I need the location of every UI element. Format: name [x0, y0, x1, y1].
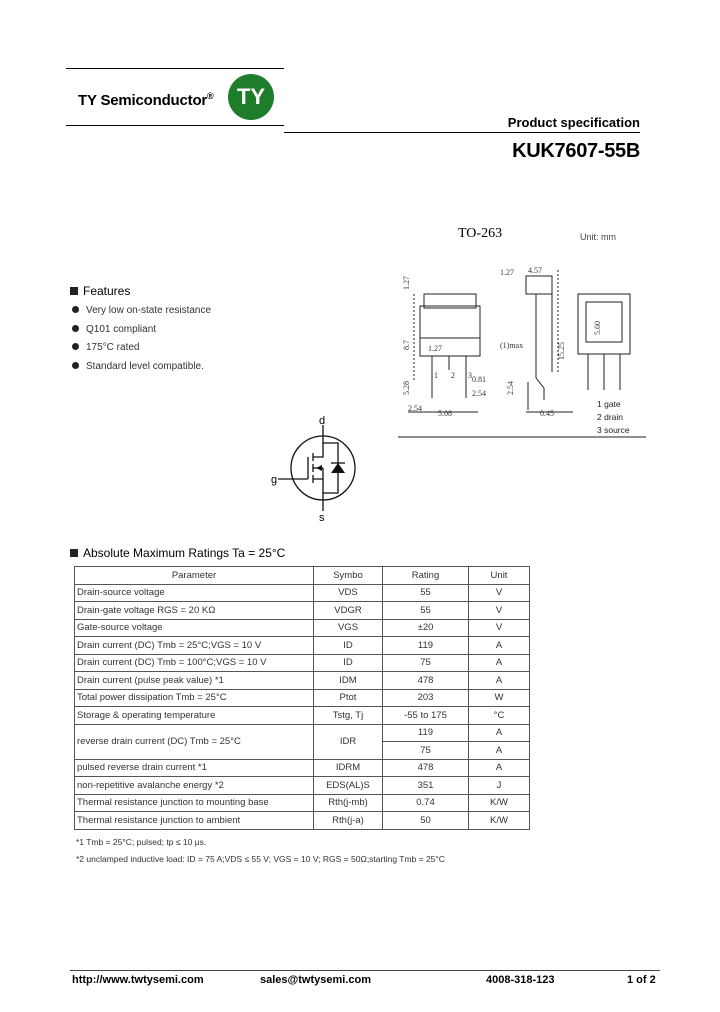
bullet-icon — [72, 362, 79, 369]
list-item: Very low on-state resistance — [72, 304, 211, 323]
svg-text:2.54: 2.54 — [472, 389, 486, 398]
table-row — [75, 759, 530, 777]
column-header: Unit — [469, 567, 530, 585]
table-cell: A — [469, 654, 530, 672]
table-cell: Tstg, Tj — [314, 707, 383, 725]
list-item: Standard level compatible. — [72, 360, 211, 379]
svg-text:3: 3 — [468, 371, 472, 380]
svg-text:0.81: 0.81 — [472, 375, 486, 384]
table-row — [75, 707, 530, 725]
source-label: s — [319, 512, 325, 524]
square-bullet-icon — [70, 287, 78, 295]
table-cell: J — [469, 777, 530, 795]
bullet-icon — [72, 306, 79, 313]
table-cell: ±20 — [383, 619, 469, 637]
table-cell: reverse drain current (DC) Tmb = 25°C — [75, 724, 314, 759]
table-cell: 0.74 — [383, 794, 469, 812]
footnote-1: *1 Tmb = 25°C; pulsed; tp ≤ 10 μs. — [76, 837, 207, 847]
table-cell: 55 — [383, 584, 469, 602]
table-cell: Drain-source voltage — [75, 584, 314, 602]
company-logo: TY — [228, 74, 274, 120]
table-row — [75, 794, 530, 812]
drain-label: d — [319, 415, 326, 427]
svg-text:15.25: 15.25 — [557, 342, 566, 360]
features-list — [72, 304, 211, 378]
table-header-row — [75, 567, 530, 585]
table-row — [75, 602, 530, 620]
table-cell: Thermal resistance junction to mounting base — [75, 794, 314, 812]
email-link[interactable]: sales@twtysemi.com — [260, 974, 371, 986]
svg-text:2: 2 — [451, 371, 455, 380]
svg-text:(1)max: (1)max — [500, 341, 524, 350]
table-cell: Drain-gate voltage RGS = 20 KΩ — [75, 602, 314, 620]
table-cell: 75 — [383, 742, 469, 760]
mosfet-symbol — [268, 413, 368, 525]
package-title: TO-263 — [458, 226, 503, 241]
table-cell: 119 — [383, 637, 469, 655]
table-cell: pulsed reverse drain current *1 — [75, 759, 314, 777]
svg-text:5.60: 5.60 — [593, 321, 602, 335]
header-rule-left — [66, 125, 284, 126]
svg-text:5.08: 5.08 — [438, 409, 452, 418]
table-cell: Drain current (DC) Tmb = 25°C;VGS = 10 V — [75, 637, 314, 655]
svg-text:1.27: 1.27 — [500, 268, 514, 277]
table-cell: VDS — [314, 584, 383, 602]
table-cell: K/W — [469, 794, 530, 812]
svg-text:0.45: 0.45 — [540, 409, 554, 418]
svg-text:1: 1 — [434, 371, 438, 380]
table-cell: A — [469, 724, 530, 742]
table-cell: 75 — [383, 654, 469, 672]
table-cell: -55 to 175 — [383, 707, 469, 725]
table-cell: 351 — [383, 777, 469, 795]
table-cell: Thermal resistance junction to ambient — [75, 812, 314, 830]
table-cell: 203 — [383, 689, 469, 707]
table-cell: V — [469, 602, 530, 620]
svg-text:4.57: 4.57 — [528, 266, 542, 275]
table-cell: non-repetitive avalanche energy *2 — [75, 777, 314, 795]
website-link[interactable]: http://www.twtysemi.com — [72, 974, 204, 986]
gate-label: g — [271, 474, 278, 486]
table-cell: EDS(AL)S — [314, 777, 383, 795]
footnote-2: *2 unclamped inductive load: ID = 75 A;VDS ≤ 55 V; VGS = 10 V; RGS = 50Ω;starting Tmb = 25°C — [76, 854, 445, 864]
table-cell: Total power dissipation Tmb = 25°C — [75, 689, 314, 707]
table-cell: A — [469, 637, 530, 655]
table-cell: Rth(j-a) — [314, 812, 383, 830]
product-spec-label: Product specification — [507, 115, 640, 130]
table-row — [75, 689, 530, 707]
ratings-heading: Absolute Maximum Ratings Ta = 25°C — [70, 546, 285, 560]
table-cell: Storage & operating temperature — [75, 707, 314, 725]
table-row — [75, 619, 530, 637]
features-heading: Features — [70, 284, 130, 298]
bullet-icon — [72, 325, 79, 332]
svg-text:1.27: 1.27 — [428, 344, 442, 353]
table-cell: IDM — [314, 672, 383, 690]
table-cell: W — [469, 689, 530, 707]
table-cell: ID — [314, 654, 383, 672]
column-header: Parameter — [75, 567, 314, 585]
table-cell: Drain current (DC) Tmb = 100°C;VGS = 10 V — [75, 654, 314, 672]
header-rule-top — [66, 68, 284, 69]
header-rule-right — [284, 132, 640, 133]
table-row — [75, 637, 530, 655]
table-row — [75, 672, 530, 690]
table-cell: Ptot — [314, 689, 383, 707]
table-row — [75, 777, 530, 795]
table-cell: 478 — [383, 672, 469, 690]
table-cell: 50 — [383, 812, 469, 830]
column-header: Symbo — [314, 567, 383, 585]
svg-text:8.7: 8.7 — [402, 340, 411, 350]
list-item: Q101 compliant — [72, 323, 211, 342]
pin-3: 3 source — [597, 425, 630, 435]
part-number: KUK7607-55B — [512, 140, 640, 162]
table-cell: °C — [469, 707, 530, 725]
column-header: Rating — [383, 567, 469, 585]
table-cell: V — [469, 584, 530, 602]
table-cell: IDR — [314, 724, 383, 759]
table-row — [75, 654, 530, 672]
ratings-table — [74, 566, 530, 830]
table-cell: 119 — [383, 724, 469, 742]
svg-text:2.54: 2.54 — [506, 381, 515, 395]
table-cell: IDRM — [314, 759, 383, 777]
svg-text:1.27: 1.27 — [402, 276, 411, 290]
footer-rule — [70, 970, 660, 971]
table-cell: A — [469, 742, 530, 760]
table-cell: 55 — [383, 602, 469, 620]
table-cell: Drain current (pulse peak value) *1 — [75, 672, 314, 690]
square-bullet-icon — [70, 549, 78, 557]
page-number: 1 of 2 — [627, 974, 656, 986]
table-row — [75, 584, 530, 602]
table-cell: VDGR — [314, 602, 383, 620]
pin-1: 1 gate — [597, 399, 621, 409]
brand-name: TY Semiconductor® — [78, 91, 214, 109]
table-cell: 478 — [383, 759, 469, 777]
table-cell: V — [469, 619, 530, 637]
table-cell: ID — [314, 637, 383, 655]
list-item: 175°C rated — [72, 341, 211, 360]
table-cell: Rth(j-mb) — [314, 794, 383, 812]
svg-text:2.54: 2.54 — [408, 404, 422, 413]
units-label: Unit: mm — [580, 232, 616, 242]
table-cell: VGS — [314, 619, 383, 637]
table-row — [75, 724, 530, 742]
table-cell: K/W — [469, 812, 530, 830]
table-cell: Gate-source voltage — [75, 619, 314, 637]
phone-number: 4008-318-123 — [486, 974, 555, 986]
svg-text:5.28: 5.28 — [402, 381, 411, 395]
pin-2: 2 drain — [597, 412, 623, 422]
bullet-icon — [72, 343, 79, 350]
pin-list — [597, 398, 630, 437]
table-cell: A — [469, 672, 530, 690]
table-row — [75, 812, 530, 830]
table-cell: A — [469, 759, 530, 777]
